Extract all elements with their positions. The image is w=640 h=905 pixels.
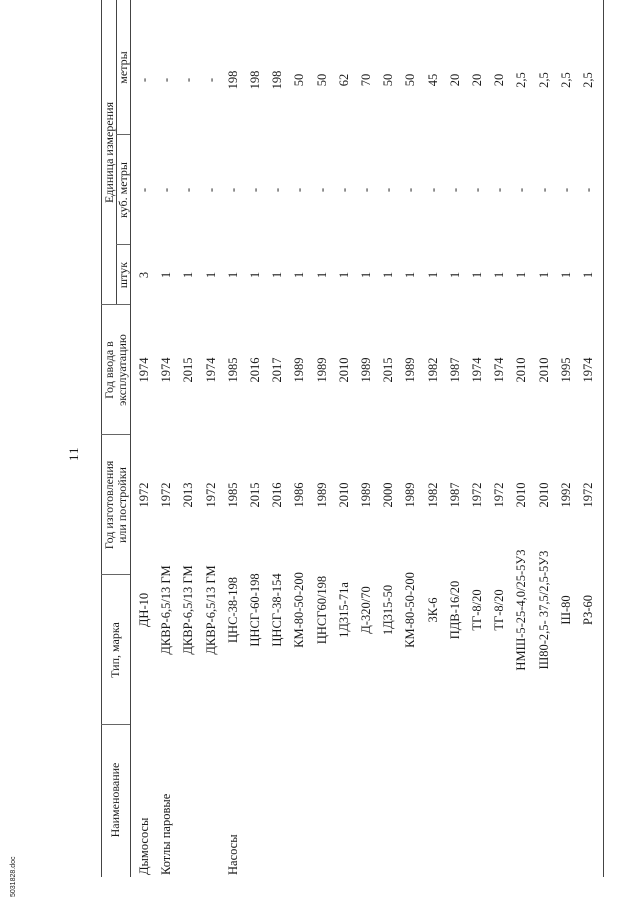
row-pieces-cell: 1 — [359, 271, 373, 279]
row-cubic-meters-cell: - — [558, 187, 573, 193]
row-meters-cell: 20 — [492, 73, 507, 87]
row-cubic-meters-cell: - — [159, 187, 174, 193]
header-units-m: метры — [116, 51, 130, 84]
row-cubic-meters-cell: - — [403, 187, 418, 193]
row-name-cell: Дымососы — [137, 817, 151, 875]
row-made-year-cell: 2000 — [381, 482, 396, 508]
row-made-year-cell: 1989 — [314, 482, 329, 508]
row-model-cell: 3К-6 — [425, 597, 440, 623]
row-made-year-cell: 1986 — [292, 482, 307, 508]
row-cubic-meters-cell: - — [336, 187, 351, 193]
row-meters-cell: 50 — [314, 73, 329, 87]
row-pieces-cell: 1 — [470, 271, 484, 279]
table-row — [288, 0, 310, 905]
row-meters-cell: 2,5 — [514, 72, 529, 88]
row-pieces-cell: 1 — [558, 271, 573, 279]
row-cubic-meters-cell: - — [359, 187, 373, 193]
header-commission-line2: эксплуатацию — [115, 334, 129, 406]
row-model-cell: ПДВ-16/20 — [447, 580, 462, 640]
row-model-cell: ДН-10 — [137, 592, 151, 628]
row-cubic-meters-cell: - — [425, 187, 440, 193]
header-made-line1: Год изготовления — [102, 460, 116, 550]
row-model-cell: НМШ-5-25-4,0/25-5У3 — [514, 549, 529, 671]
row-commission-year-cell: 2010 — [336, 357, 351, 383]
row-model-cell: ДКВР-6,5/13 ГМ — [181, 565, 196, 655]
row-cubic-meters-cell: - — [447, 187, 462, 193]
row-made-year-cell: 1989 — [359, 482, 373, 508]
header-name: Наименование — [108, 762, 122, 838]
row-commission-year-cell: 2015 — [381, 357, 396, 383]
footer-file-name: 5031828.doc — [10, 856, 17, 897]
row-made-year-cell: 1972 — [159, 482, 174, 508]
header-commission-line1: Год ввода в — [102, 341, 116, 399]
table-row — [466, 0, 488, 905]
row-made-year-cell: 1972 — [203, 482, 218, 508]
row-cubic-meters-cell: - — [203, 187, 218, 193]
row-meters-cell: 198 — [270, 70, 285, 90]
row-meters-cell: - — [137, 77, 151, 83]
table-row — [133, 0, 155, 905]
row-meters-cell: 198 — [248, 70, 262, 90]
row-model-cell: 1Д315-50 — [381, 584, 396, 636]
table-row — [355, 0, 377, 905]
row-meters-cell: 45 — [425, 73, 440, 87]
row-cubic-meters-cell: - — [581, 187, 595, 193]
table-row — [399, 0, 421, 905]
row-pieces-cell: 1 — [203, 271, 218, 279]
row-commission-year-cell: 1974 — [159, 357, 174, 383]
table-row — [311, 0, 333, 905]
row-meters-cell: 62 — [336, 73, 351, 87]
row-model-cell: ЦНСГ60/198 — [314, 575, 329, 645]
row-model-cell: ТГ-8/20 — [492, 589, 507, 631]
header-made-line2: или постройки — [115, 467, 129, 543]
row-made-year-cell: 1989 — [403, 482, 418, 508]
row-commission-year-cell: 1985 — [225, 357, 240, 383]
row-meters-cell: 50 — [381, 73, 396, 87]
page-number: 11 — [66, 446, 81, 461]
row-commission-year-cell: 1974 — [492, 357, 507, 383]
row-pieces-cell: 1 — [536, 271, 551, 279]
row-commission-year-cell: 1974 — [203, 357, 218, 383]
row-meters-cell: 198 — [225, 70, 240, 90]
row-made-year-cell: 1982 — [425, 482, 440, 508]
table-row — [333, 0, 355, 905]
row-pieces-cell: 1 — [248, 271, 262, 279]
row-pieces-cell: 1 — [270, 271, 285, 279]
row-pieces-cell: 1 — [492, 271, 507, 279]
row-model-cell: КМ-80-50-200 — [292, 572, 307, 648]
row-made-year-cell: 2010 — [336, 482, 351, 508]
row-pieces-cell: 1 — [336, 271, 351, 279]
row-made-year-cell: 1972 — [137, 482, 151, 508]
row-commission-year-cell: 2010 — [536, 357, 551, 383]
row-made-year-cell: 1992 — [558, 482, 573, 508]
row-commission-year-cell: 2010 — [514, 357, 529, 383]
row-name-cell: Котлы паровые — [159, 793, 174, 875]
row-commission-year-cell: 1974 — [470, 357, 484, 383]
row-commission-year-cell: 2017 — [270, 357, 285, 383]
row-meters-cell: 20 — [447, 73, 462, 87]
table-row — [533, 0, 555, 905]
row-made-year-cell: 1985 — [225, 482, 240, 508]
table-row — [244, 0, 266, 905]
row-made-year-cell: 1972 — [470, 482, 484, 508]
row-model-cell: Ш80-2,5- 37,5/2,5-5У3 — [536, 550, 551, 670]
row-meters-cell: 2,5 — [558, 72, 573, 88]
table-row — [377, 0, 399, 905]
row-pieces-cell: 1 — [447, 271, 462, 279]
row-pieces-cell: 1 — [292, 271, 307, 279]
row-made-year-cell: 2013 — [181, 482, 196, 508]
row-cubic-meters-cell: - — [492, 187, 507, 193]
row-commission-year-cell: 1982 — [425, 357, 440, 383]
row-cubic-meters-cell: - — [225, 187, 240, 193]
row-model-cell: ЦНСГ-60-198 — [248, 573, 262, 647]
row-cubic-meters-cell: - — [536, 187, 551, 193]
row-pieces-cell: 1 — [314, 271, 329, 279]
row-made-year-cell: 2016 — [270, 482, 285, 508]
table-row — [577, 0, 599, 905]
row-model-cell: ТГ-8/20 — [470, 589, 484, 631]
table-row — [555, 0, 577, 905]
row-cubic-meters-cell: - — [292, 187, 307, 193]
row-model-cell: КМ-80-50-200 — [403, 572, 418, 648]
row-name-cell: Насосы — [225, 834, 240, 875]
table-row — [177, 0, 199, 905]
row-meters-cell: - — [203, 77, 218, 83]
row-model-cell: Ш-80 — [558, 595, 573, 625]
row-cubic-meters-cell: - — [470, 187, 484, 193]
row-cubic-meters-cell: - — [270, 187, 285, 193]
row-model-cell: ДКВР-6,5/13 ГМ — [203, 565, 218, 655]
row-commission-year-cell: 1989 — [403, 357, 418, 383]
table-row — [200, 0, 222, 905]
row-model-cell: ДКВР-6,5/13 ГМ — [159, 565, 174, 655]
table-bottom-border — [603, 0, 604, 877]
row-made-year-cell: 2010 — [514, 482, 529, 508]
row-pieces-cell: 1 — [514, 271, 529, 279]
row-pieces-cell: 1 — [225, 271, 240, 279]
row-commission-year-cell: 1995 — [558, 357, 573, 383]
row-commission-year-cell: 1989 — [359, 357, 373, 383]
row-meters-cell: 50 — [292, 73, 307, 87]
row-model-cell: ЦНСГ-38-154 — [270, 573, 285, 647]
row-model-cell: Д-320/70 — [359, 586, 373, 634]
row-commission-year-cell: 2015 — [181, 357, 196, 383]
table-row — [222, 0, 244, 905]
row-made-year-cell: 1987 — [447, 482, 462, 508]
row-commission-year-cell: 1989 — [292, 357, 307, 383]
table-row — [266, 0, 288, 905]
row-pieces-cell: 1 — [425, 271, 440, 279]
row-made-year-cell: 2015 — [248, 482, 262, 508]
header-units-group: Единица измерения — [102, 101, 116, 204]
row-commission-year-cell: 1989 — [314, 357, 329, 383]
row-commission-year-cell: 1974 — [581, 357, 595, 383]
row-pieces-cell: 1 — [181, 271, 196, 279]
row-cubic-meters-cell: - — [248, 187, 262, 193]
row-made-year-cell: 1972 — [492, 482, 507, 508]
header-model: Тип, марка — [108, 622, 122, 678]
table-row — [488, 0, 510, 905]
row-meters-cell: 2,5 — [581, 72, 595, 88]
row-meters-cell: - — [159, 77, 174, 83]
row-pieces-cell: 1 — [581, 271, 595, 279]
row-made-year-cell: 1972 — [581, 482, 595, 508]
row-pieces-cell: 1 — [403, 271, 418, 279]
row-model-cell: 1Д315-71а — [336, 582, 351, 638]
row-model-cell: ЦНС-38-198 — [225, 577, 240, 643]
row-meters-cell: 20 — [470, 73, 484, 87]
table-row — [155, 0, 177, 905]
header-units-pcs: штук — [116, 261, 130, 289]
row-pieces-cell: 1 — [159, 271, 174, 279]
header-bottom-border — [130, 0, 131, 877]
row-meters-cell: - — [181, 77, 196, 83]
row-made-year-cell: 2010 — [536, 482, 551, 508]
row-cubic-meters-cell: - — [181, 187, 196, 193]
row-commission-year-cell: 1987 — [447, 357, 462, 383]
row-cubic-meters-cell: - — [381, 187, 396, 193]
row-meters-cell: 50 — [403, 73, 418, 87]
row-commission-year-cell: 1974 — [137, 357, 151, 383]
row-meters-cell: 2,5 — [536, 72, 551, 88]
table-row — [444, 0, 466, 905]
row-commission-year-cell: 2016 — [248, 357, 262, 383]
header-units-cub: куб. метры — [116, 162, 130, 218]
table-row — [510, 0, 532, 905]
table-row — [422, 0, 444, 905]
row-pieces-cell: 1 — [381, 271, 396, 279]
row-model-cell: РЗ-60 — [581, 594, 595, 626]
row-meters-cell: 70 — [359, 73, 373, 87]
row-pieces-cell: 3 — [137, 271, 151, 279]
row-cubic-meters-cell: - — [514, 187, 529, 193]
row-cubic-meters-cell: - — [314, 187, 329, 193]
row-cubic-meters-cell: - — [137, 187, 151, 193]
